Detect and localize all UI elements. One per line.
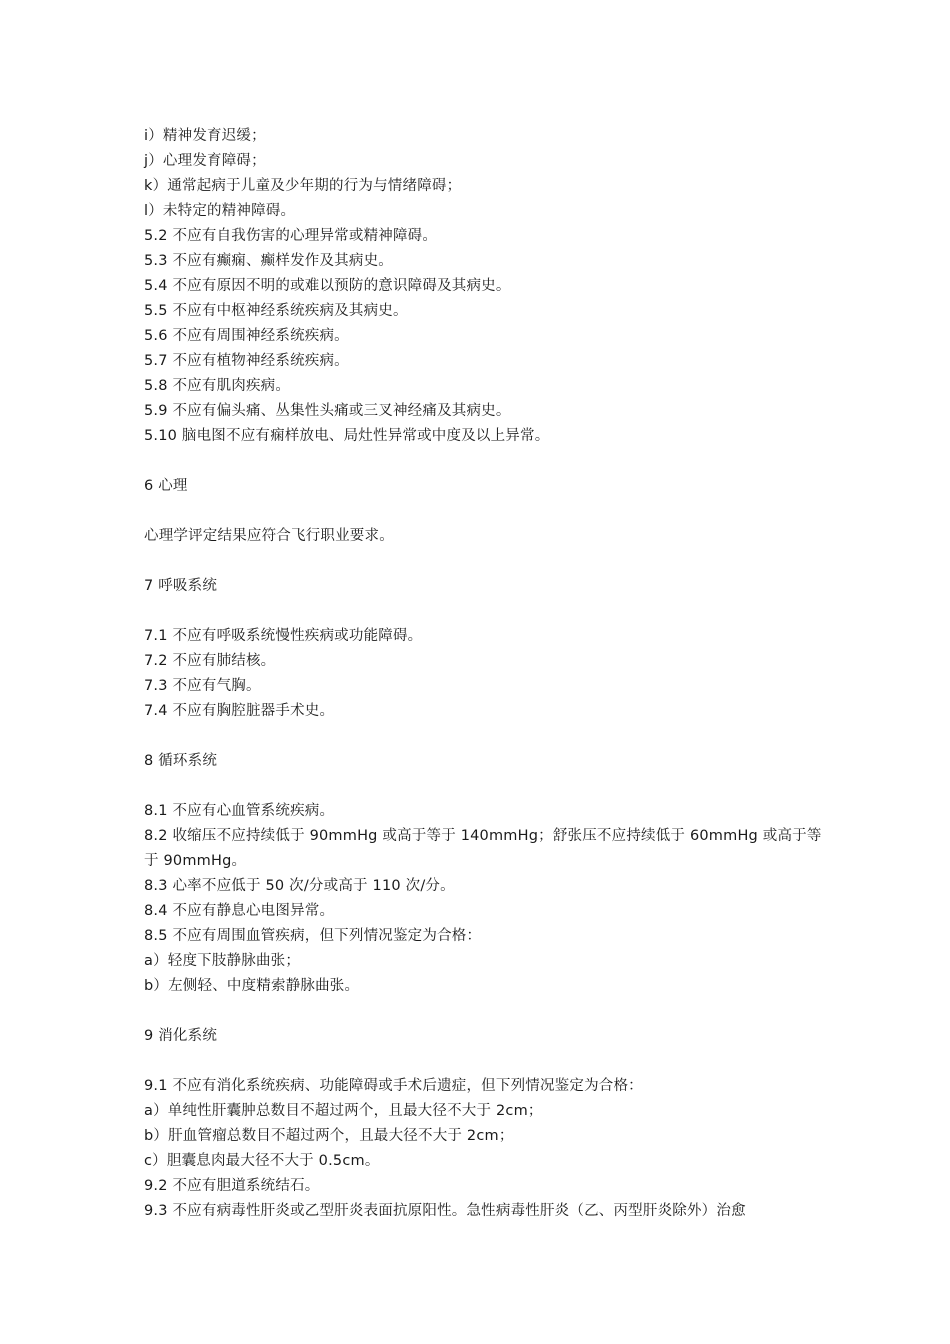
- clause-item: 5.2 不应有自我伤害的心理异常或精神障碍。: [144, 228, 438, 244]
- clause-item: 7.3 不应有气胸。: [144, 678, 261, 694]
- clause-item: 5.9 不应有偏头痛、丛集性头痛或三叉神经痛及其病史。: [144, 403, 511, 419]
- list-item: i）精神发育迟缓；: [144, 128, 266, 144]
- list-item: k）通常起病于儿童及少年期的行为与情绪障碍；: [144, 178, 462, 194]
- list-item: l）未特定的精神障碍。: [144, 203, 296, 219]
- list-item: a）轻度下肢静脉曲张；: [144, 953, 301, 969]
- clause-item: 9.1 不应有消化系统疾病、功能障碍或手术后遗症，但下列情况鉴定为合格：: [144, 1078, 643, 1094]
- list-item: a）单纯性肝囊肿总数目不超过两个，且最大径不大于 2cm；: [144, 1103, 543, 1119]
- clause-item: 8.4 不应有静息心电图异常。: [144, 903, 335, 919]
- clause-item: 8.5 不应有周围血管疾病，但下列情况鉴定为合格：: [144, 928, 482, 944]
- clause-item: 7.2 不应有肺结核。: [144, 653, 276, 669]
- clause-item: 7.4 不应有胸腔脏器手术史。: [144, 703, 335, 719]
- clause-item: 9.2 不应有胆道系统结石。: [144, 1178, 320, 1194]
- clause-item: 5.10 脑电图不应有痫样放电、局灶性异常或中度及以上异常。: [144, 428, 550, 444]
- clause-item: 5.7 不应有植物神经系统疾病。: [144, 353, 349, 369]
- clause-item: 5.3 不应有癫痫、癫样发作及其病史。: [144, 253, 393, 269]
- section-heading-digestive: 9 消化系统: [144, 1028, 218, 1044]
- clause-item: 5.6 不应有周围神经系统疾病。: [144, 328, 349, 344]
- section-heading-psychology: 6 心理: [144, 478, 188, 494]
- clause-item: 8.1 不应有心血管系统疾病。: [144, 803, 335, 819]
- clause-item: 9.3 不应有病毒性肝炎或乙型肝炎表面抗原阳性。急性病毒性肝炎（乙、丙型肝炎除外）治愈: [144, 1203, 746, 1219]
- clause-item: 5.8 不应有肌肉疾病。: [144, 378, 291, 394]
- list-item: b）肝血管瘤总数目不超过两个，且最大径不大于 2cm；: [144, 1128, 514, 1144]
- section-heading-circulatory: 8 循环系统: [144, 753, 218, 769]
- clause-item: 8.3 心率不应低于 50 次/分或高于 110 次/分。: [144, 878, 455, 894]
- list-item: b）左侧轻、中度精索静脉曲张。: [144, 978, 360, 994]
- document-body: [144, 124, 824, 1224]
- list-item: c）胆囊息肉最大径不大于 0.5cm。: [144, 1153, 380, 1169]
- list-item: j）心理发育障碍；: [144, 153, 266, 169]
- clause-item: 5.5 不应有中枢神经系统疾病及其病史。: [144, 303, 408, 319]
- section-heading-respiratory: 7 呼吸系统: [144, 578, 218, 594]
- clause-item: 5.4 不应有原因不明的或难以预防的意识障碍及其病史。: [144, 278, 511, 294]
- section-paragraph: 心理学评定结果应符合飞行职业要求。: [144, 528, 394, 544]
- clause-item: 7.1 不应有呼吸系统慢性疾病或功能障碍。: [144, 628, 423, 644]
- clause-item: 8.2 收缩压不应持续低于 90mmHg 或高于等于 140mmHg；舒张压不应持续低于 60mmHg 或高于等于 90mmHg。: [144, 828, 822, 869]
